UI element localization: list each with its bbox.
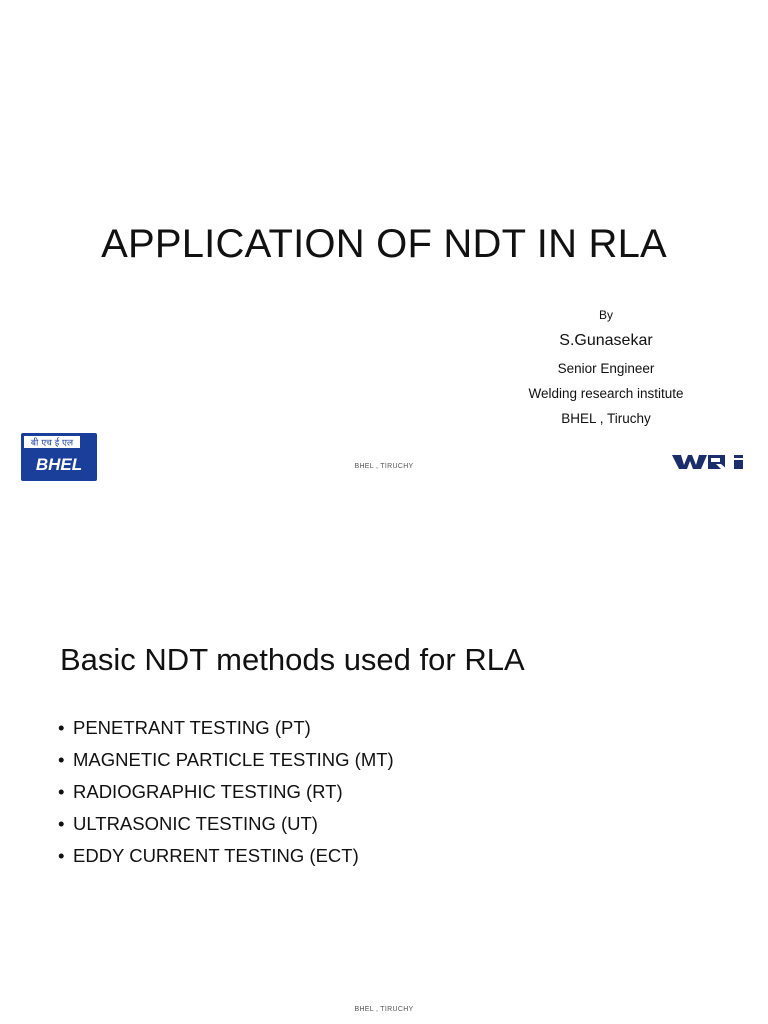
slide-footer: BHEL , TIRUCHY (354, 1006, 414, 1013)
list-item (58, 840, 394, 872)
bhel-logo (21, 433, 97, 481)
by-label: By (598, 308, 613, 322)
list-item-text: PENETRANT TESTING (PT) (73, 717, 311, 738)
list-item-text: EDDY CURRENT TESTING (ECT) (73, 845, 359, 866)
list-item (58, 808, 394, 840)
bullet-icon: • (58, 845, 65, 866)
methods-slide (0, 512, 768, 1024)
list-item (58, 744, 394, 776)
author-location: BHEL , Tiruchy (561, 411, 651, 426)
author-name: S.Gunasekar (559, 332, 653, 349)
list-item-text: ULTRASONIC TESTING (UT) (73, 813, 318, 834)
list-item (58, 712, 394, 744)
methods-list (58, 712, 394, 872)
bhel-logo-text: BHEL (35, 455, 83, 474)
list-item (58, 776, 394, 808)
author-role: Senior Engineer (557, 361, 655, 376)
bullet-icon: • (58, 781, 65, 802)
slide-footer: BHEL , TIRUCHY (354, 463, 414, 470)
author-institute: Welding research institute (528, 386, 684, 401)
bullet-icon: • (58, 717, 65, 738)
slide-title: Basic NDT methods used for RLA (60, 642, 525, 677)
wri-logo-text: WRI (672, 453, 674, 454)
bullet-icon: • (58, 749, 65, 770)
wri-logo (672, 453, 744, 471)
list-item-text: MAGNETIC PARTICLE TESTING (MT) (73, 749, 394, 770)
slide-title: APPLICATION OF NDT IN RLA (101, 222, 667, 266)
bullet-icon: • (58, 813, 65, 834)
list-item-text: RADIOGRAPHIC TESTING (RT) (73, 781, 343, 802)
bhel-logo-hindi: बी एच ई एल (30, 438, 74, 449)
